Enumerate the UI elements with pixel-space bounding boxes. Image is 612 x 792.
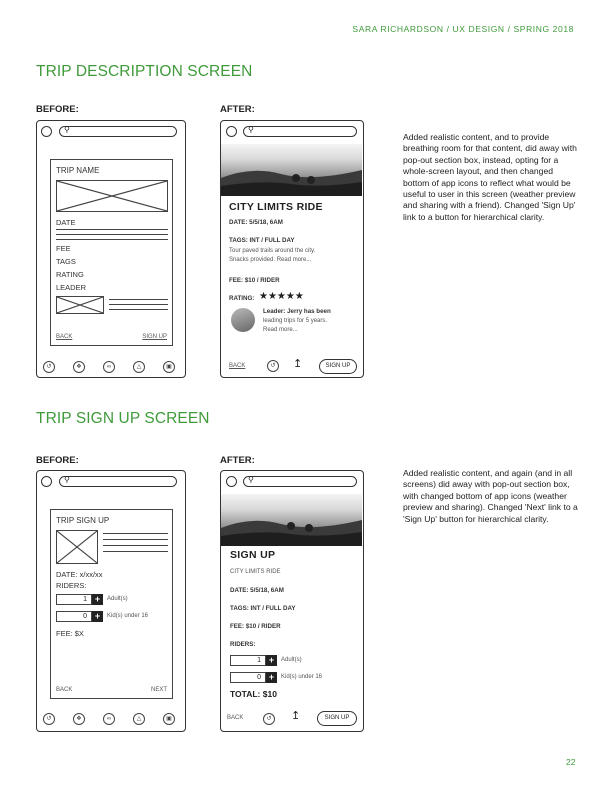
search-icon: ⚲ [64,475,70,484]
leader-avatar [231,308,255,332]
rating-label: RATING: [229,295,255,302]
sign-up-link[interactable]: SIGN UP [142,334,167,340]
date-label: DATE: x/xx/xx [56,570,103,579]
share-icon[interactable]: ↥ [293,358,303,370]
nav-bike-icon[interactable]: ∞ [103,361,115,373]
sign-up-title: SIGN UP [230,549,276,561]
before-phone-trip-description [36,120,186,378]
fee-label: FEE: $X [56,629,84,638]
nav-explore-icon[interactable]: ❖ [73,713,85,725]
kid-label: Kid(s) under 16 [281,674,323,680]
adult-label: Adult(s) [107,596,128,602]
after-label: AFTER: [220,455,255,466]
profile-icon[interactable] [226,476,237,487]
trip-photo [221,494,362,546]
trip-summary-line1: Tour paved trails around the city. [229,248,316,254]
search-icon: ⚲ [248,475,254,484]
leader-image-placeholder [56,296,104,314]
back-link[interactable]: BACK [56,334,73,340]
rating-label: RATING [56,270,84,279]
sign-up-button[interactable]: SIGN UP [319,359,357,374]
search-bar[interactable] [59,476,177,487]
profile-icon[interactable] [41,126,52,137]
trip-name: CITY LIMITS RIDE [230,569,281,575]
fee-label: FEE [56,244,71,253]
search-icon: ⚲ [64,125,70,134]
after-phone-trip-description [220,120,364,378]
profile-icon[interactable] [226,126,237,137]
trip-popout-box [50,159,173,346]
trip-name-label: TRIP NAME [56,166,100,175]
before-phone-sign-up [36,470,186,732]
nav-alert-icon[interactable]: △ [133,713,145,725]
image-placeholder [56,180,168,212]
kid-count-field[interactable]: 0 [230,672,266,683]
trip-fee: FEE: $10 / RIDER [229,277,280,284]
section-title-trip-description: TRIP DESCRIPTION SCREEN [36,63,253,80]
back-link[interactable]: BACK [227,715,244,721]
trip-date: DATE: 5/5/18, 6AM [229,219,283,226]
leader-line2: leading trips for 5 years. [263,318,328,324]
rating-stars: ★★★★★ [259,291,304,302]
trip-summary-line2: Snacks provided. Read more... [229,257,312,263]
section1-description: Added realistic content, and to provide breathing room for that content, did away with pop-out section box, instead, opting for a whole-screen layout, and then changed bottom of app icons to reflect what would be useful to user in this screen (weather preview and sharing with a friend). Changed 'Sign Up' link to a button for hierarchical clarity. [403,132,577,222]
share-icon[interactable]: ↥ [291,710,301,722]
search-icon: ⚲ [248,125,254,134]
search-bar[interactable] [243,476,357,487]
weather-icon[interactable]: ↺ [267,360,279,372]
adult-plus-button[interactable]: + [92,594,103,605]
sign-up-title: TRIP SIGN UP [56,516,110,525]
back-link[interactable]: BACK [229,363,246,369]
trip-title: CITY LIMITS RIDE [229,201,323,213]
page-number: 22 [566,757,576,767]
kid-count-field[interactable]: 0 [56,611,92,622]
section-title-trip-sign-up: TRIP SIGN UP SCREEN [36,410,210,427]
nav-home-icon[interactable]: ↺ [43,361,55,373]
kid-plus-button[interactable]: + [266,672,277,683]
total-label: TOTAL: $10 [230,689,277,699]
back-link[interactable]: BACK [56,687,73,693]
trip-tags: TAGS: INT / FULL DAY [229,237,295,244]
nav-shop-icon[interactable]: ▣ [163,713,175,725]
nav-home-icon[interactable]: ↺ [43,713,55,725]
trip-date: DATE: 5/5/18, 6AM [230,587,284,594]
adult-plus-button[interactable]: + [266,655,277,666]
trip-tags: TAGS: INT / FULL DAY [230,605,296,612]
adult-count-field[interactable]: 1 [56,594,92,605]
nav-bike-icon[interactable]: ∞ [103,713,115,725]
search-bar[interactable] [59,126,177,137]
nav-alert-icon[interactable]: △ [133,361,145,373]
leader-read-more[interactable]: Read more... [263,327,298,333]
leader-label: LEADER [56,283,87,292]
profile-icon[interactable] [41,476,52,487]
weather-icon[interactable]: ↺ [263,713,275,725]
sign-up-popout-box [50,509,173,699]
before-label: BEFORE: [36,455,79,466]
riders-label: RIDERS: [230,641,256,648]
nav-shop-icon[interactable]: ▣ [163,361,175,373]
kid-label: Kid(s) under 16 [107,613,149,619]
after-phone-sign-up [220,470,364,732]
tags-label: TAGS [56,257,76,266]
image-placeholder [56,530,98,564]
leader-line1: Leader: Jerry has been [263,308,331,315]
after-label: AFTER: [220,104,255,115]
trip-fee: FEE: $10 / RIDER [230,623,281,630]
trip-photo [221,144,362,196]
search-bar[interactable] [243,126,357,137]
date-label: DATE [56,218,76,227]
nav-explore-icon[interactable]: ❖ [73,361,85,373]
kid-plus-button[interactable]: + [92,611,103,622]
sign-up-button[interactable]: SIGN UP [317,711,357,726]
before-label: BEFORE: [36,104,79,115]
adult-label: Adult(s) [281,657,302,663]
riders-label: RIDERS: [56,581,87,590]
section2-description: Added realistic content, and again (and in all screens) did away with pop-out section box, with changed bottom of app icons (weather preview and sharing). Changed 'Next' link to a 'Sign Up' button for hierarchical clarity. [403,468,578,524]
page-header: SARA RICHARDSON / UX DESIGN / SPRING 2018 [352,24,574,34]
next-link[interactable]: NEXT [150,687,167,693]
adult-count-field[interactable]: 1 [230,655,266,666]
